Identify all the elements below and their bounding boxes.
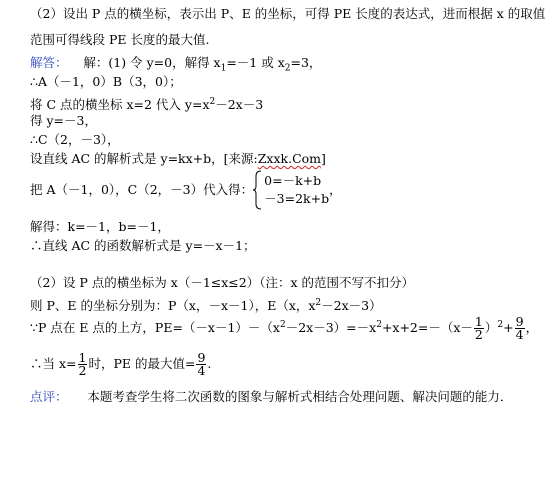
superscript: 2 [315,298,322,308]
substitute-text-b: －2x－3 [215,97,264,113]
superscript: 2 [376,319,382,330]
substitute-text-a: 将 C 点的横坐标 x=2 代入 y=x [30,97,210,113]
line-ac-result: ∴直线 AC 的函数解析式是 y=－x－1； [30,238,256,253]
answer-text-a: 解：(1) 令 y=0，解得 x [83,55,221,70]
points-ab-line: ∴A（－1，0）B（3，0）； [30,74,182,89]
left-brace-icon [253,170,262,210]
pe-expression-line [30,316,538,341]
subscript-2: 2 [284,63,291,74]
bracket-close: ] [321,151,326,166]
part2-coords-line [30,295,382,314]
line-ac-assume-line [30,151,326,167]
pe-text-c: +x+2=－（x－ [381,320,473,335]
fraction-one-half: $\frac{1}{2}$ [474,314,483,342]
max-text-b: 时，PE 的最大值= [88,356,196,371]
answer-label: 解答： [30,55,68,70]
superscript: 2 [497,319,504,330]
equation-2: －3=2k+b [264,191,330,206]
superscript: 2 [209,97,216,107]
comment-label: 点评： [30,389,68,404]
fraction-nine-quarters: $\frac{9}{4}$ [197,350,206,378]
fraction-one-half: $\frac{1}{2}$ [78,350,87,378]
coords-text-a: 则 P、E 的坐标分别为：P（x，－x－1），E（x，x [30,298,316,314]
substitute-c-line [30,94,263,113]
analysis-line-2: 范围可得线段 PE 长度的最大值. [30,32,210,47]
y-value-line: 得 y=－3， [30,113,97,128]
max-value-line [30,352,211,377]
source-text: Zxxk.Com [257,151,322,166]
superscript: 2 [279,319,286,330]
max-text-c: . [207,356,212,371]
pe-text-a: ∵P 点在 E 点的上方，PE=（－x－1）－（x [30,320,280,335]
system-comma: ， [329,182,342,197]
pe-text-b: －2x－3）=－x [285,320,377,335]
equation-1: 0=－k+b [264,173,322,188]
answer-text-b: =－1 或 x [226,55,285,70]
answer-text-c: =3， [290,55,322,70]
pe-text-f: ， [525,320,539,335]
comment-line [30,389,512,405]
max-text-a: ∴当 x= [30,356,77,371]
pe-text-e: + [503,320,514,335]
assume-text: 设直线 AC 的解析式是 y=kx+b，[来源: [30,151,258,166]
part2-line-1: （2）设 P 点的横坐标为 x（－1≤x≤2）（注：x 的范围不写不扣分） [30,275,415,290]
system-line [30,170,342,210]
pe-text-d: ） [484,320,498,335]
equation-system [253,170,329,210]
fraction-nine-quarters: $\frac{9}{4}$ [515,314,524,342]
comment-text: 本题考查学生将二次函数的图象与解析式相结合处理问题、解决问题的能力． [87,389,513,404]
solve-line: 解得：k=－1，b=－1， [30,219,170,234]
system-intro: 把 A（－1，0），C（2，－3）代入得： [30,182,254,197]
subscript-1: 1 [220,63,227,74]
analysis-line-1: （2）设出 P 点的横坐标，表示出 P、E 的坐标，可得 PE 长度的表达式，进而根据 x 的取值 [30,6,546,21]
coords-text-b: －2x－3） [321,298,382,314]
point-c-line: ∴C（2，－3）， [30,132,120,147]
